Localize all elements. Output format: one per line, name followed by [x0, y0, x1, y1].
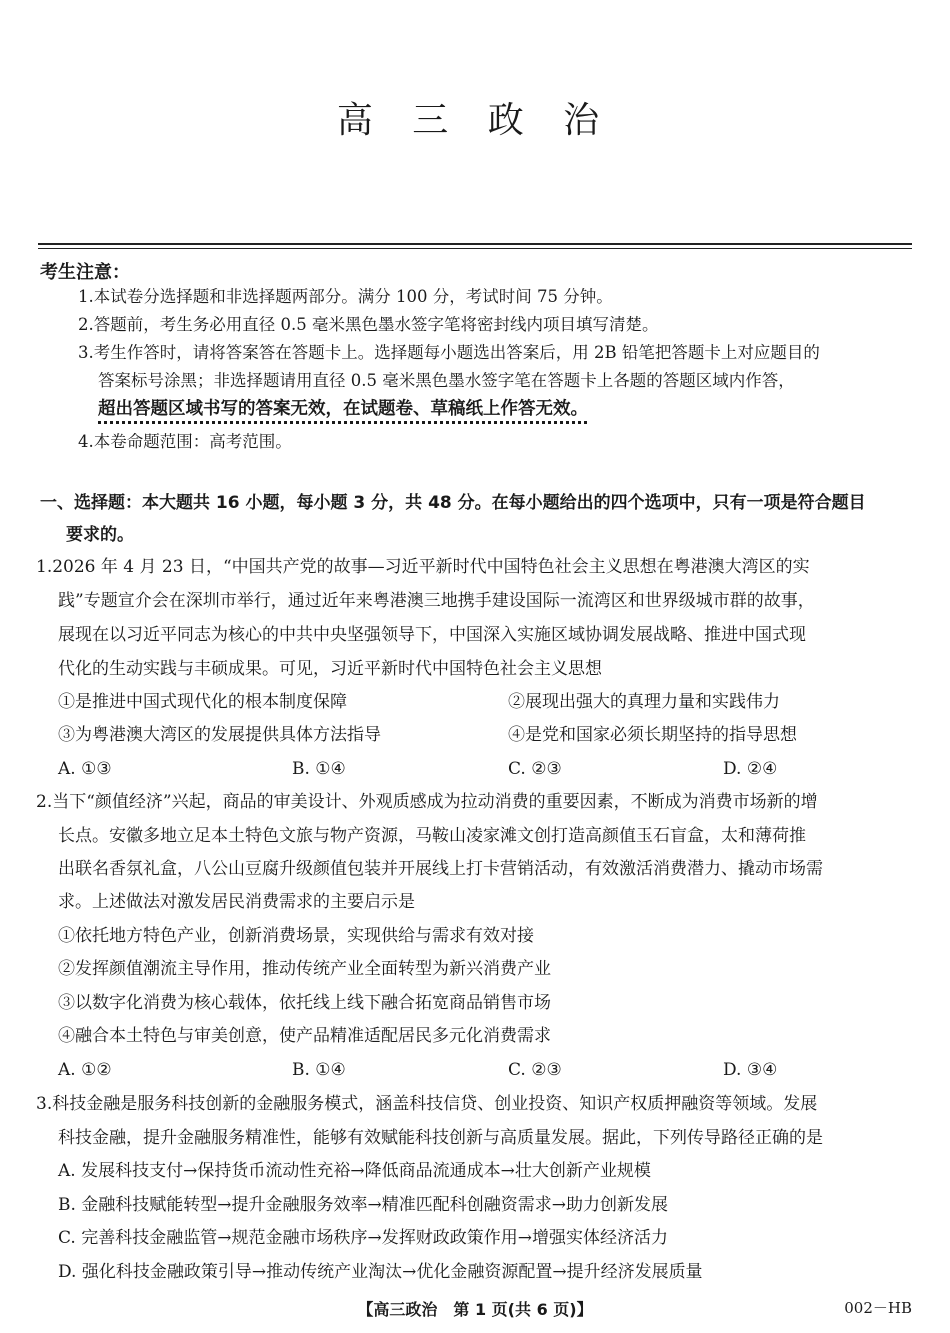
paper-code: 002－HB	[844, 1299, 912, 1317]
question-2-line: 2.当下“颜值经济”兴起，商品的审美设计、外观质感成为拉动消费的重要因素，不断成为消费市场新的增	[36, 792, 818, 812]
notice-item: 4.本卷命题范围：高考范围。	[78, 432, 292, 451]
notice-item: 答案标号涂黑；非选择题请用直径 0.5 毫米黑色墨水签字笔在答题卡上各题的答题区域内作答，	[98, 371, 795, 390]
question-3-option-b[interactable]: B. 金融科技赋能转型→提升金融服务效率→精准匹配科创融资需求→助力创新发展	[58, 1195, 669, 1215]
question-1-line: 1.2026 年 4 月 23 日，“中国共产党的故事—习近平新时代中国特色社会主义思想在粤港澳大湾区的实	[36, 557, 810, 577]
section-heading-cont: 要求的。	[66, 525, 134, 545]
question-2-line: 长点。安徽多地立足本土特色文旅与物产资源，马鞍山凌家滩文创打造高颜值玉石盲盒，太和薄荷推	[58, 826, 806, 846]
question-3-line: 科技金融，提升金融服务精准性，能够有效赋能科技创新与高质量发展。据此，下列传导路径正确的是	[58, 1128, 823, 1148]
header-rule-thin	[38, 248, 912, 249]
notice-item: 1.本试卷分选择题和非选择题两部分。满分 100 分，考试时间 75 分钟。	[78, 287, 613, 306]
question-1-line: 践”专题宣介会在深圳市举行，通过近年来粤港澳三地携手建设国际一流湾区和世界级城市群的故事，	[58, 591, 815, 611]
question-3-option-c[interactable]: C. 完善科技金融监管→规范金融市场秩序→发挥财政政策作用→增强实体经济活力	[58, 1228, 668, 1248]
question-2-statement-3: ③以数字化消费为核心载体，依托线上线下融合拓宽商品销售市场	[58, 993, 551, 1013]
question-1-option-c[interactable]: C. ②③	[508, 759, 562, 779]
question-3-option-a[interactable]: A. 发展科技支付→保持货币流动性充裕→降低商品流通成本→壮大创新产业规模	[58, 1161, 651, 1181]
question-2-option-a[interactable]: A. ①②	[58, 1060, 112, 1080]
question-1-option-b[interactable]: B. ①④	[292, 759, 346, 779]
question-2-statement-2: ②发挥颜值潮流主导作用，推动传统产业全面转型为新兴消费产业	[58, 959, 551, 979]
notice-item: 3.考生作答时，请将答案答在答题卡上。选择题每小题选出答案后，用 2B 铅笔把答题卡上对应题目的	[78, 343, 820, 362]
section-heading: 一、选择题：本大题共 16 小题，每小题 3 分，共 48 分。在每小题给出的四个选项中，只有一项是符合题目	[40, 493, 866, 513]
page-footer: 【高三政治 第 1 页(共 6 页)】	[357, 1300, 593, 1319]
question-1-option-a[interactable]: A. ①③	[58, 759, 112, 779]
question-1-statement-3: ③为粤港澳大湾区的发展提供具体方法指导	[58, 725, 381, 745]
question-2-option-c[interactable]: C. ②③	[508, 1060, 562, 1080]
page-title: 高 三 政 治	[336, 100, 614, 141]
question-2-statement-1: ①依托地方特色产业，创新消费场景，实现供给与需求有效对接	[58, 926, 534, 946]
question-1-statement-1: ①是推进中国式现代化的根本制度保障	[58, 692, 347, 712]
header-rule-thick	[38, 243, 912, 245]
question-2-line: 求。上述做法对激发居民消费需求的主要启示是	[58, 892, 415, 912]
notice-item-emphasis: 超出答题区域书写的答案无效，在试题卷、草稿纸上作答无效。	[98, 399, 588, 419]
question-2-statement-4: ④融合本土特色与审美创意，使产品精准适配居民多元化消费需求	[58, 1026, 551, 1046]
question-3-line: 3.科技金融是服务科技创新的金融服务模式，涵盖科技信贷、创业投资、知识产权质押融资等领域。发展	[36, 1094, 818, 1114]
notice-item: 2.答题前，考生务必用直径 0.5 毫米黑色墨水签字笔将密封线内项目填写清楚。	[78, 315, 659, 334]
question-1-line: 代化的生动实践与丰硕成果。可见，习近平新时代中国特色社会主义思想	[58, 659, 602, 679]
question-1-line: 展现在以习近平同志为核心的中共中央坚强领导下，中国深入实施区域协调发展战略、推进中国式现	[58, 625, 806, 645]
question-2-option-b[interactable]: B. ①④	[292, 1060, 346, 1080]
question-2-option-d[interactable]: D. ③④	[723, 1060, 778, 1080]
notice-heading: 考生注意：	[40, 262, 130, 283]
question-3-option-d[interactable]: D. 强化科技金融政策引导→推动传统产业淘汰→优化金融资源配置→提升经济发展质量	[58, 1262, 703, 1282]
question-1-statement-4: ④是党和国家必须长期坚持的指导思想	[508, 725, 797, 745]
question-1-statement-2: ②展现出强大的真理力量和实践伟力	[508, 692, 780, 712]
question-1-option-d[interactable]: D. ②④	[723, 759, 778, 779]
question-2-line: 出联名香氛礼盒，八公山豆腐升级颜值包装并开展线上打卡营销活动，有效激活消费潜力、撬动市场需	[58, 859, 823, 879]
